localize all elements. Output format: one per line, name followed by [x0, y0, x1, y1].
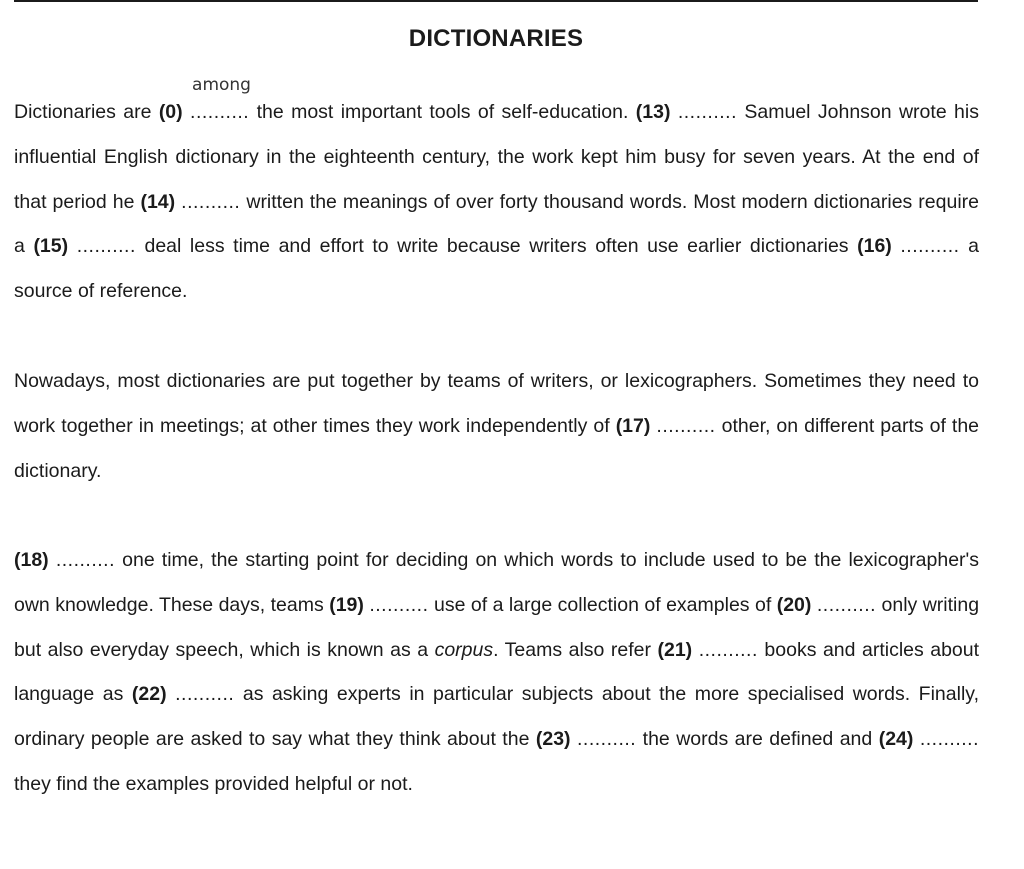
gap-19[interactable]: ..........	[369, 593, 429, 616]
text: only writing but also everyday speech, which is known as a	[14, 593, 980, 661]
gap-number-20: (20)	[776, 593, 812, 616]
gap-16[interactable]: ..........	[900, 235, 960, 258]
text: books and articles about language as	[14, 638, 980, 706]
text: the most important tools of self-education.	[256, 101, 629, 123]
gap-number-18: (18)	[14, 549, 49, 571]
gap-14[interactable]: ..........	[181, 190, 241, 213]
example-gap-dots: ..........	[190, 101, 250, 123]
gap-number-21: (21)	[657, 638, 693, 661]
gap-15[interactable]: ..........	[76, 235, 136, 258]
page-title: DICTIONARIES	[408, 25, 584, 52]
gap-18[interactable]: ..........	[55, 549, 115, 571]
example-gap	[190, 75, 251, 135]
text: other, on different parts of the dictionary.	[14, 414, 980, 482]
text: Dictionaries are	[14, 101, 152, 123]
text: Nowadays, most dictionaries are put together by teams of writers, or lexicographers. Sometimes they need to work together in meetings; at other times they work independently of	[14, 370, 979, 437]
text: one time, the starting point for deciding on which words to include used to be the lexicographer's own knowledge. These days, teams	[14, 549, 980, 616]
example-answer-handwritten: among	[192, 75, 251, 95]
gap-20[interactable]: ..........	[816, 593, 877, 616]
gap-number-16: (16)	[857, 235, 892, 258]
gap-22[interactable]: ..........	[175, 683, 235, 706]
paragraph-3	[14, 538, 979, 807]
text: they find the examples provided helpful or not.	[14, 772, 413, 795]
text: . Teams also refer	[493, 638, 651, 661]
gap-13[interactable]: ..........	[677, 101, 738, 123]
gap-number-22: (22)	[131, 683, 167, 706]
paragraph-2	[14, 359, 979, 493]
gap-number-14: (14)	[140, 190, 176, 213]
text: the words are defined and	[642, 728, 873, 751]
gap-17[interactable]: ..........	[656, 414, 716, 437]
gap-number-19: (19)	[329, 593, 364, 616]
gap-24[interactable]: ..........	[919, 728, 980, 751]
gap-23[interactable]: ..........	[577, 728, 637, 751]
gap-number-17: (17)	[615, 414, 651, 437]
text: as asking experts in particular subjects about the more specialised words. Finally, ordinary people are asked to say what they think about the	[14, 683, 979, 751]
text: use of a large collection of examples of	[433, 593, 772, 616]
gap-number-13: (13)	[635, 101, 671, 123]
gap-number-24: (24)	[878, 728, 914, 751]
top-rule	[14, 0, 978, 2]
gap-number-23: (23)	[535, 728, 571, 751]
corpus-italic: corpus	[434, 638, 494, 661]
text: deal less time and effort to write because writers often use earlier dictionaries	[144, 235, 849, 258]
text: a source of reference.	[14, 235, 980, 303]
gap-number-15: (15)	[33, 235, 69, 258]
text: written the meanings of over forty thousand words. Most modern dictionaries require a	[14, 190, 980, 258]
example-number: (0)	[158, 101, 183, 123]
paragraph-1	[14, 75, 980, 314]
text: Samuel Johnson wrote his influential English dictionary in the eighteenth century, the work kept him busy for seven years. At the end of that period he	[14, 101, 979, 213]
gap-21[interactable]: ..........	[698, 638, 758, 661]
